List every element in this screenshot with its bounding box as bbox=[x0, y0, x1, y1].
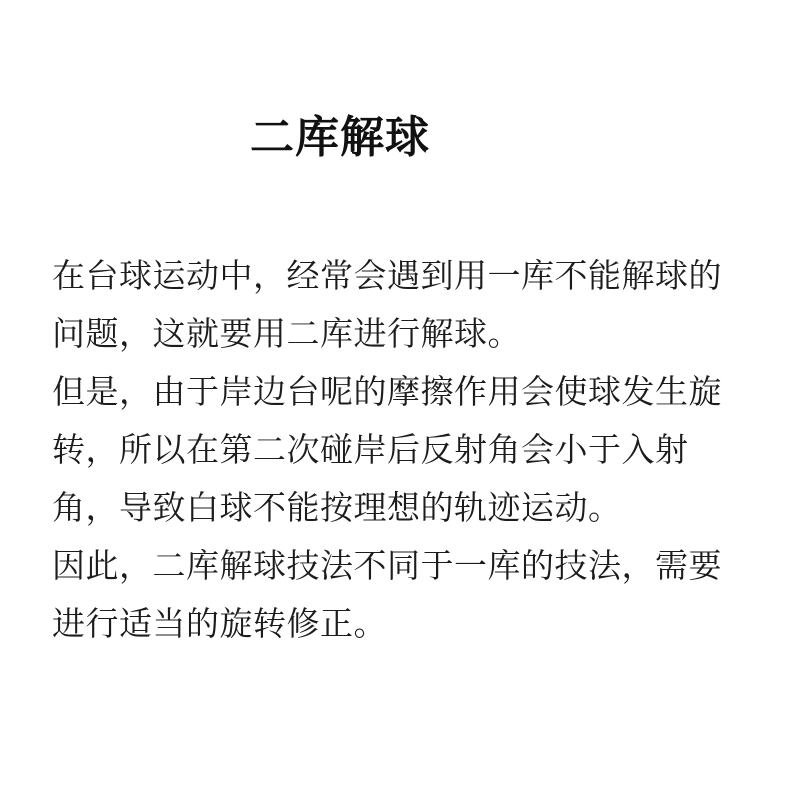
body-line-7: 进行适当的旋转修正。 bbox=[52, 604, 387, 643]
body-line-3: 但是，由于岸边台呢的摩擦作用会使球发生旋 bbox=[52, 372, 722, 411]
body-line-5: 角，导致白球不能按理想的轨迹运动。 bbox=[52, 488, 622, 527]
document-title: 二库解球 bbox=[250, 112, 430, 163]
body-line-4: 转，所以在第二次碰岸后反射角会小于入射 bbox=[52, 430, 689, 469]
document-body bbox=[52, 247, 752, 653]
body-line-6: 因此，二库解球技法不同于一库的技法，需要 bbox=[52, 546, 722, 585]
body-line-2: 问题，这就要用二库进行解球。 bbox=[52, 314, 521, 353]
body-line-1: 在台球运动中，经常会遇到用一库不能解球的 bbox=[52, 256, 722, 295]
